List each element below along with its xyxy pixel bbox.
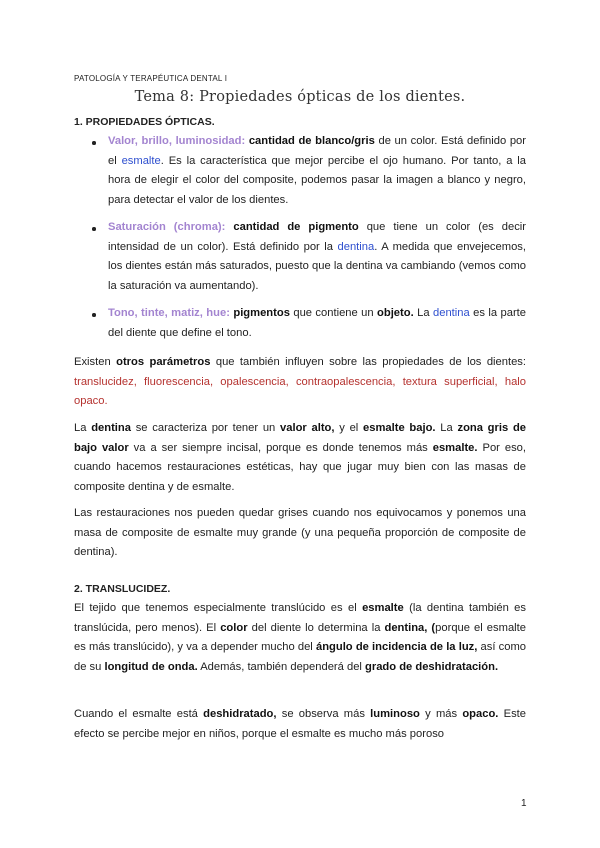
bold-pigmento: cantidad de pigmento xyxy=(233,221,359,233)
bullet-tono: Tono, tinte, matiz, hue: pigmentos que contiene un objeto. La dentina es la parte del diente que define el tono. xyxy=(108,304,526,343)
page-number: 1 xyxy=(521,798,527,809)
link-dentina-tono: dentina xyxy=(433,307,470,319)
section-2-heading: 2. TRANSLUCIDEZ. xyxy=(74,583,171,595)
red-parametros-list: translucidez, fluorescencia, opalescencia, contraopalescencia, textura superficial, halo opaco. xyxy=(74,375,526,407)
link-dentina: dentina xyxy=(337,240,375,253)
bullet-saturacion: Saturación (chroma): cantidad de pigmento que tiene un color (es decir intensidad de un color). Está definido por la dentina. A medida que envejecemos, los dientes están más saturados, puesto que la dentina va cambiando (vemos como la saturación va aumentando). xyxy=(108,218,526,296)
bold-pigmentos: pigmentos xyxy=(233,307,290,319)
paragraph-restauraciones: Las restauraciones nos pueden quedar grises cuando nos equivocamos y ponemos una masa de composite de esmalte muy grande (y una pequeña proporción de composite de dentina). xyxy=(74,507,526,558)
page-title: Tema 8: Propiedades ópticas de los dientes. xyxy=(134,89,466,105)
bold-blanco-gris: cantidad de blanco/gris xyxy=(248,135,375,147)
link-esmalte: esmalte xyxy=(121,154,161,167)
bullet-valor: Valor, brillo, luminosidad: cantidad de blanco/gris de un color. Está definido por el esmalte. Es la característica que mejor percibe el ojo humano. Por tanto, a la hora de elegir el color del composite, podemos pasar la imagen a blanco y negro, para detectar el valor de los dientes. xyxy=(108,132,526,210)
term-saturacion: Saturación (chroma): xyxy=(108,221,226,233)
section-1-heading: 1. PROPIEDADES ÓPTICAS. xyxy=(74,116,215,128)
paragraph-dentina-esmalte: La dentina se caracteriza por tener un valor alto, y el esmalte bajo. La zona gris de bajo valor va a ser siempre incisal, porque es donde tenemos más esmalte. Por eso, cuando hacemos restauraciones estéticas, hay que jugar muy bien con las masas de composite dentina y de esmalte. xyxy=(74,422,527,493)
section-1-bullet-list xyxy=(108,132,526,343)
term-tono: Tono, tinte, matiz, hue: xyxy=(108,307,230,319)
paragraph-deshidratado: Cuando el esmalte está deshidratado, se observa más luminoso y más opaco. Este efecto se percibe mejor en niños, porque el esmalte es mucho más poroso xyxy=(74,708,527,740)
paragraph-translucidez: El tejido que tenemos especialmente translúcido es el esmalte (la dentina también es translúcida, pero menos). El color del diente lo determina la dentina, (porque el esmalte es más translúcido), y va a depender mucho del ángulo de incidencia de la luz, así como de su longitud de onda. Además, también dependerá del grado de deshidratación. xyxy=(74,602,527,673)
term-valor: Valor, brillo, luminosidad: xyxy=(108,135,246,147)
course-header: PATOLOGÍA Y TERAPÉUTICA DENTAL I xyxy=(74,74,228,83)
paragraph-otros-parametros: Existen otros parámetros que también influyen sobre las propiedades de los dientes: translucidez, fluorescencia, opalescencia, contraopalescencia, textura superficial, halo opaco. xyxy=(74,356,526,407)
